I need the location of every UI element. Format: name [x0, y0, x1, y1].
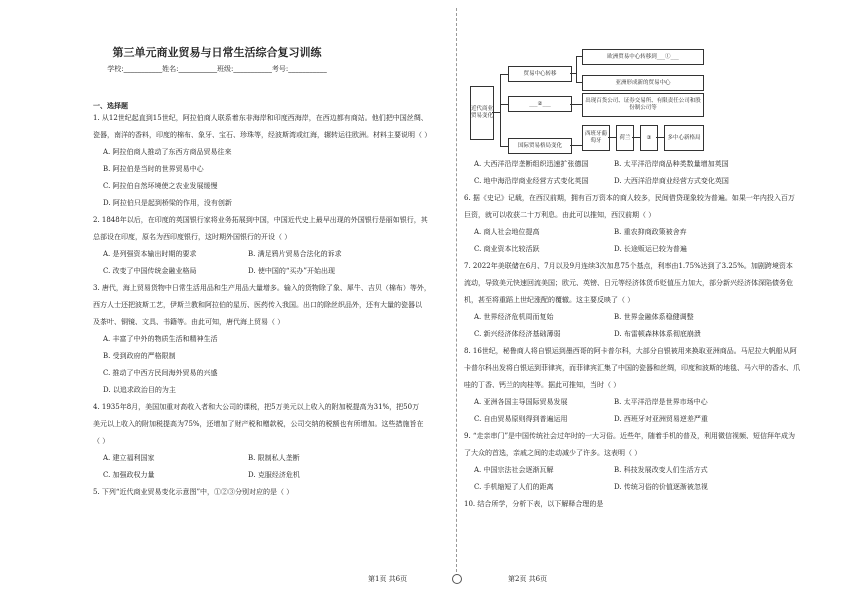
- answer-option[interactable]: C. 自由贸易原则得到普遍运用: [474, 415, 568, 423]
- answer-option[interactable]: B. 科技发展改变人们生活方式: [614, 466, 708, 474]
- question-text: 瓷器，南洋的香料，印度的棉布、象牙、宝石、珍珠等，经波斯湾或红海，辗转运往欧洲。材料主要说明（ ）: [93, 131, 432, 139]
- page-title: 第三单元商业贸易与日常生活综合复习训练: [112, 46, 322, 59]
- question-text: （ ）: [93, 437, 110, 445]
- diagram-multi-center: 多中心新格局: [664, 125, 704, 151]
- question-text: 总部设在印度，原名为西印度银行，这时期外国银行的开设（ ）: [93, 233, 292, 241]
- answer-option[interactable]: C. 手机缩短了人们的距离: [474, 483, 554, 491]
- question-text: 美元以上收入的附加税提高为75%，还增加了财产税和赠款税，公司交纳的税额也有所增加。这些措施旨在: [93, 420, 424, 428]
- question-text: 卡普尔科出发将白银运到菲律宾，而菲律宾汇集了中国的瓷器和丝绸，印度和波斯的地毯、马六甲的香水、爪: [464, 364, 800, 372]
- question-text: 流动，导致美元快速回流美国；欧元、英镑、日元等经济体货币贬值压力加大，部分新兴经济体深陷债务危: [464, 279, 793, 287]
- question-text: 3. 唐代，海上贸易货物中日常生活用品和生产用品大量增多。输入的货物除了象、犀牛、吉贝（棉布）等外，: [93, 284, 431, 292]
- answer-option[interactable]: C. 商业资本比较活跃: [474, 245, 540, 253]
- binding-hole-icon: [452, 574, 462, 584]
- answer-option[interactable]: B. 满足鸦片贸易合法化的诉求: [248, 250, 342, 258]
- answer-option[interactable]: A. 是列强资本输出时期的要求: [103, 250, 197, 258]
- answer-option[interactable]: B. 太平洋沿岸商品种类数量增加英国: [614, 160, 729, 168]
- answer-option[interactable]: A. 建立福利国家: [103, 454, 155, 462]
- answer-option[interactable]: C. 改变了中国传统金融业格局: [103, 267, 197, 275]
- diagram-root: 近代商业贸易变化: [470, 86, 494, 140]
- question-text: 西方人士还把波斯工艺，伊斯兰教和阿拉伯的星历、医药传入我国。出口的除丝织品外，还有大量的瓷器以: [93, 301, 422, 309]
- answer-option[interactable]: D. 使中国的“买办”开始出现: [248, 267, 335, 275]
- diagram-blank-3: ③: [640, 125, 658, 151]
- answer-option[interactable]: A. 世界经济危机周而复始: [474, 313, 554, 321]
- question-text: 9. “走亲串门”是中国传统社会过年时的一大习俗。近些年，随着手机的普及，利用微信视频、短信拜年成为: [464, 432, 796, 440]
- diagram-branch-blank-2: ___②___: [508, 96, 572, 112]
- student-info-line: 学校:___________姓名:___________班级:___________考号:___________: [107, 65, 327, 73]
- answer-option[interactable]: A. 中国宗法社会逐渐瓦解: [474, 466, 554, 474]
- diagram-europe-center: 欧洲贸易中心转移到___①___: [582, 49, 704, 65]
- answer-option[interactable]: B. 受到政府的严格限制: [103, 352, 176, 360]
- answer-option[interactable]: A. 大西洋沿岸垄断组织迅速扩张德国: [474, 160, 589, 168]
- question-text: 及茶叶、铜镜、文具、书籍等。由此可知，唐代海上贸易（ ）: [93, 318, 285, 326]
- answer-option[interactable]: B. 重农抑商政策被舍弃: [614, 228, 687, 236]
- answer-option[interactable]: D. 阿拉伯只是起到桥梁的作用，没有创新: [103, 199, 232, 207]
- answer-option[interactable]: C. 阿拉伯自然环境使之农业发展缓慢: [103, 182, 218, 190]
- answer-option[interactable]: D. 大西洋沿岸商业经营方式变化英国: [614, 177, 729, 185]
- answer-option[interactable]: A. 阿拉伯商人推动了东西方商品贸易往来: [103, 148, 232, 156]
- answer-option[interactable]: C. 新兴经济体经济基础薄弱: [474, 330, 561, 338]
- answer-option[interactable]: C. 加强政权力量: [103, 471, 155, 479]
- question-text: 10. 结合所学，分析下表，以下解释合理的是: [464, 500, 604, 508]
- diagram-asia-center: 亚洲形成新的贸易中心: [582, 75, 704, 91]
- answer-option[interactable]: B. 太平洋沿岸是世界市场中心: [614, 398, 708, 406]
- question-text: 4. 1935年8月，美国加重对高收入者和大公司的课税，把5万美元以上收入的附加税提高为31%，把50万: [93, 403, 420, 411]
- answer-option[interactable]: D. 布雷顿森林体系彻底崩溃: [614, 330, 701, 338]
- answer-option[interactable]: D. 传统习俗的价值逐渐被忽视: [614, 483, 708, 491]
- answer-option[interactable]: B. 阿拉伯是当时的世界贸易中心: [103, 165, 204, 173]
- question-text: 5. 下列“近代商业贸易变化示意图”中，①②③分别对应的是（ ）: [93, 488, 294, 496]
- answer-option[interactable]: B. 限制私人垄断: [248, 454, 300, 462]
- question-text: 机，甚至将重蹈上世纪涨配的覆辙。这主要反映了（ ）: [464, 296, 635, 304]
- question-text: 了大众的首选，亲戚之间的走动减少了许多。这表明（ ）: [464, 449, 642, 457]
- question-text: 巨资，就可以收获二十万利息。由此可以推知，西汉前期（ ）: [464, 211, 656, 219]
- answer-option[interactable]: C. 推动了中西方民间海外贸易的兴盛: [103, 369, 218, 377]
- answer-option[interactable]: A. 丰富了中外的物质生活和精神生活: [103, 335, 218, 343]
- question-text: 7. 2022年美联储在6月、7月以及9月连续3次加息75个基点，利率由1.75%达到了3.25%。加剧跨境资本: [464, 262, 793, 270]
- binding-line: [456, 8, 457, 582]
- footer-left-page-number: 第1页 共6页: [368, 575, 408, 583]
- answer-option[interactable]: A. 亚洲各国主导国际贸易发展: [474, 398, 568, 406]
- answer-option[interactable]: D. 克服经济危机: [248, 471, 300, 479]
- question-text: 2. 1848年以后，在印度的英国银行家将业务拓展到中国，中国近代史上最早出现的外国银行是丽如银行，其: [93, 216, 428, 224]
- diagram-spain-portugal: 西班牙葡萄牙: [582, 125, 610, 151]
- diagram-branch-pattern: 国际贸易格局变化: [508, 138, 572, 154]
- answer-option[interactable]: D. 西班牙对亚洲贸易逆差严重: [614, 415, 708, 423]
- answer-option[interactable]: D. 长途贩运已较为普遍: [614, 245, 687, 253]
- diagram-branch-trade-center: 贸易中心转移: [508, 66, 572, 82]
- question-text: 8. 16世纪，秘鲁商人将自银运到墨西哥的阿卡普尔科，大部分自银被用来换取亚洲商品。马尼拉大帆船从阿: [464, 347, 797, 355]
- answer-option[interactable]: A. 商人社会地位提高: [474, 228, 540, 236]
- diagram-netherlands: 荷兰: [616, 125, 634, 151]
- answer-option[interactable]: B. 世界金融体系稳健调整: [614, 313, 694, 321]
- answer-option[interactable]: C. 地中海沿岸商业经营方式变化英国: [474, 177, 589, 185]
- question-text: 1. 从12世纪起直到15世纪，阿拉伯商人联系着东非海岸和印度西海岸，在西边都有商站。他们把中国丝绸、: [93, 114, 428, 122]
- question-text: 哇的丁香、钙兰的肉桂等。据此可推知，当时（ ）: [464, 381, 621, 389]
- footer-right-page-number: 第2页 共6页: [508, 575, 548, 583]
- answer-option[interactable]: D. 以追求政治目的为主: [103, 386, 176, 394]
- question-text: 6. 据《史记》记载，在西汉前期，拥有百万资本的商人较多，民间借贷现象较为普遍。如果一年内投入百万: [464, 194, 795, 202]
- diagram-new-business-forms: 出现百货公司、证券交易所、有限责任公司和股份制公司等: [582, 93, 704, 117]
- section-heading: 一、选择题: [93, 102, 128, 110]
